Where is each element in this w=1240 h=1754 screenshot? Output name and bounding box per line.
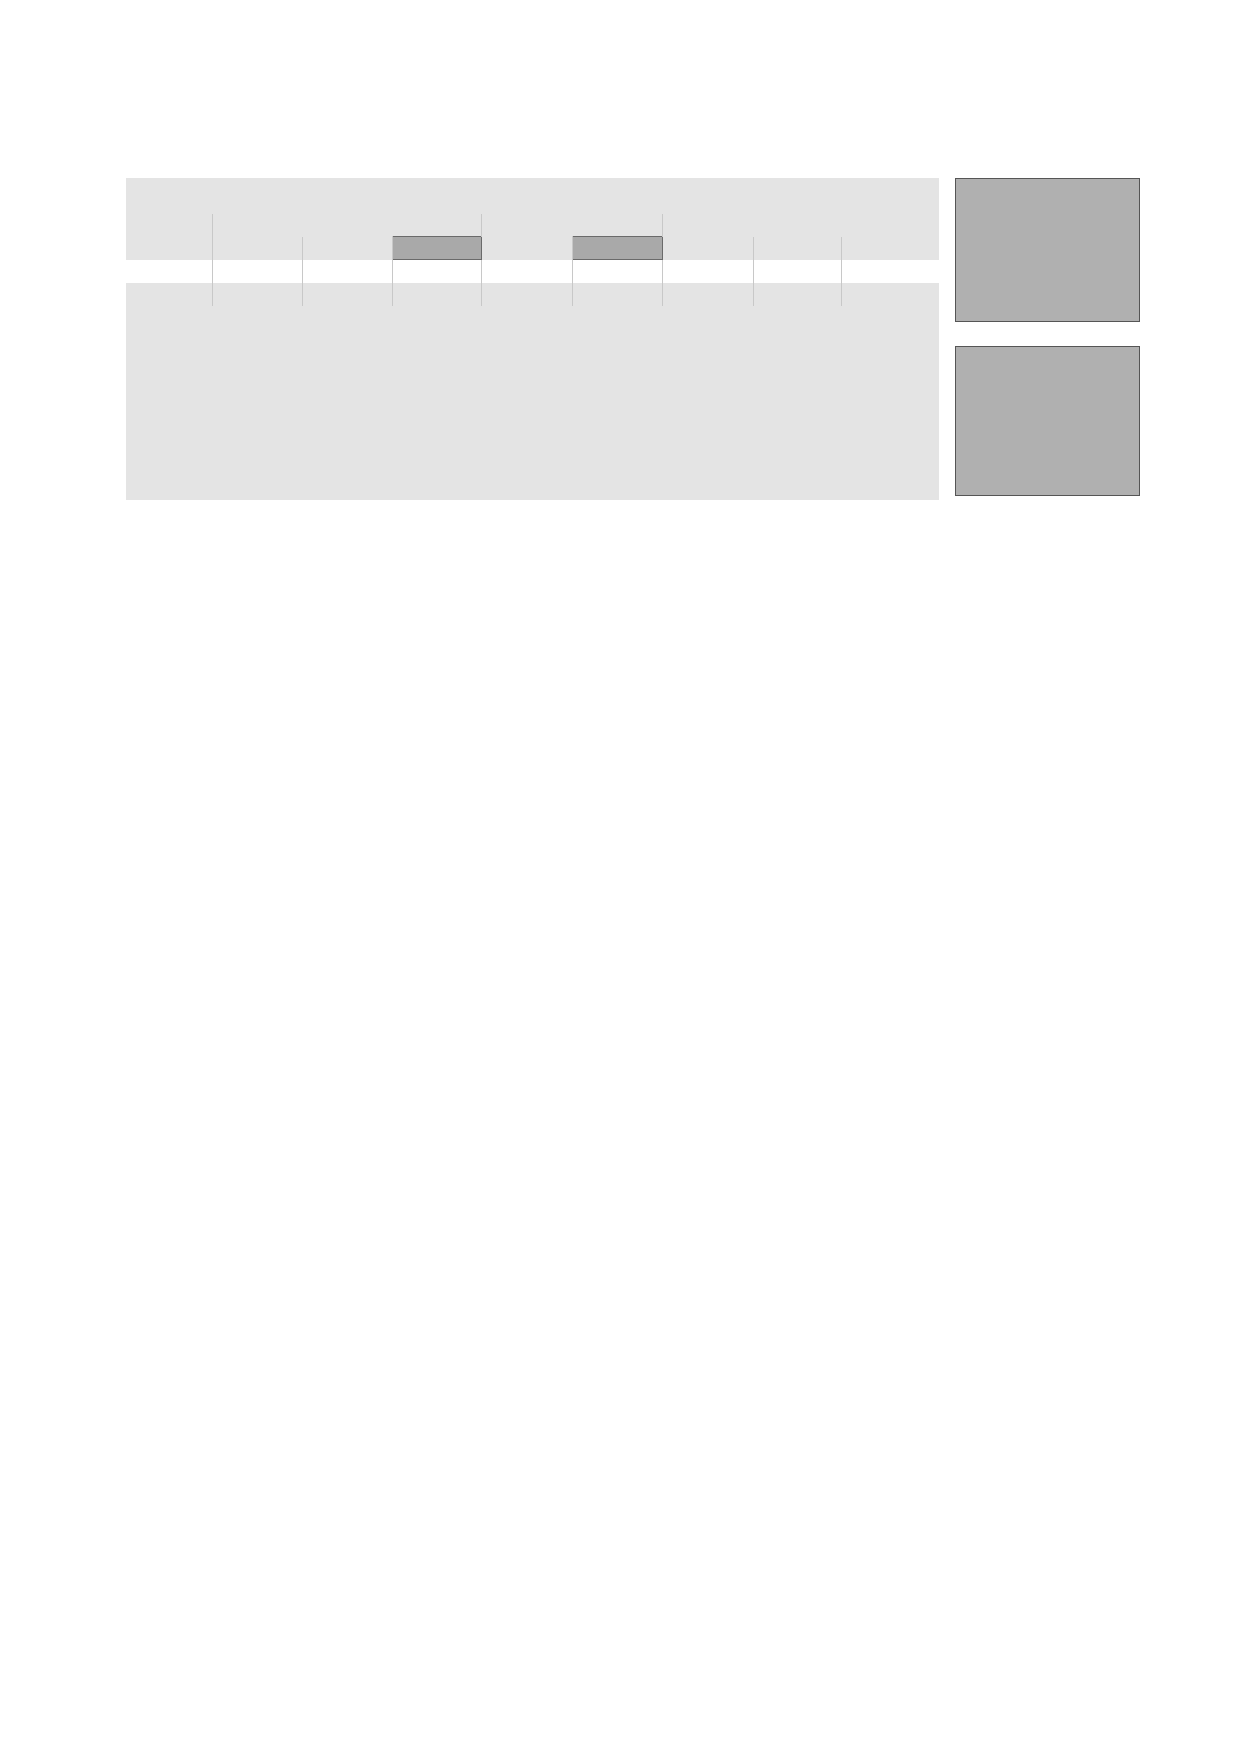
factors-row: [126, 283, 939, 306]
factors-cell: [392, 283, 481, 306]
factors-cell: [841, 283, 939, 306]
table-nm-to-mkg: [126, 518, 651, 838]
factors-column-header: [841, 237, 939, 260]
factors-column-header: [572, 237, 662, 260]
factors-column-header: [302, 237, 392, 260]
factors-cell: [392, 260, 481, 283]
factors-row-label: [126, 260, 212, 283]
factors-cell: [662, 283, 753, 306]
factors-column-header: [662, 237, 753, 260]
factors-cell: [753, 283, 841, 306]
factors-cell: [841, 260, 939, 283]
factors-column-header: [481, 237, 572, 260]
group-usa: [662, 214, 939, 237]
factors-cell: [212, 260, 302, 283]
group-metric: [481, 214, 662, 237]
table-inlb-to-nm: [657, 1243, 1134, 1563]
conversion-factors-table: [126, 178, 939, 500]
factors-row-label: [126, 283, 212, 306]
group-si: [212, 214, 481, 237]
factors-row: [126, 260, 939, 283]
factors-grid: [126, 214, 939, 306]
factors-cell: [753, 260, 841, 283]
factors-cell: [481, 283, 572, 306]
table-mkg-to-nm: [657, 518, 1134, 838]
factors-cell: [662, 260, 753, 283]
factors-column-header: [753, 237, 841, 260]
example-2-box: [955, 346, 1140, 496]
factors-cell: [302, 283, 392, 306]
factors-cell: [572, 283, 662, 306]
factors-column-header: [212, 237, 302, 260]
factors-corner-cell: [126, 237, 212, 260]
example-1-box: [955, 178, 1140, 322]
table-ftlb-to-nm: [657, 881, 1134, 1201]
table-nm-to-ftlb: [126, 881, 651, 1201]
factors-cell: [572, 260, 662, 283]
factors-cell: [481, 260, 572, 283]
unit-label: [126, 214, 212, 237]
table-nm-to-inlb: [126, 1243, 651, 1563]
factors-cell: [212, 283, 302, 306]
factors-cell: [302, 260, 392, 283]
factors-column-header: [392, 237, 481, 260]
